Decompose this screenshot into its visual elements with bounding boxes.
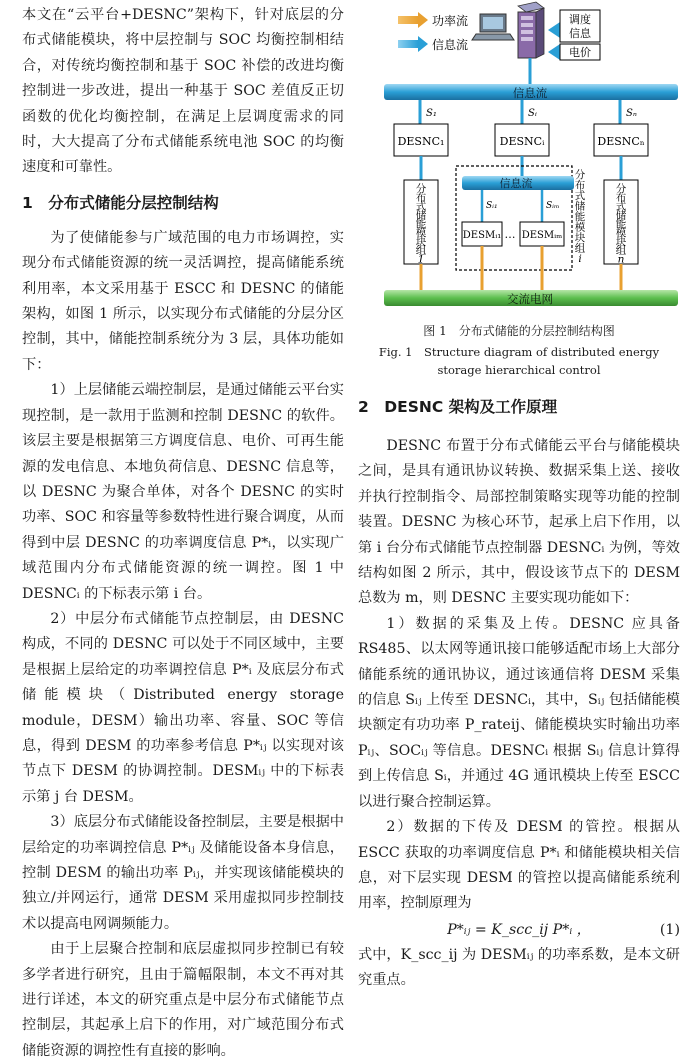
dispatch-arrow (548, 22, 560, 38)
group-label-char: 组 (574, 242, 586, 255)
group-label-char: 布 (574, 179, 586, 192)
group-label-char: 模 (574, 221, 586, 234)
group-label-char: 模 (415, 227, 427, 239)
group-label-char: 能 (415, 218, 427, 231)
group-label-char: 式 (415, 200, 427, 213)
section-1-heading: 1 分布式储能分层控制结构 (22, 193, 219, 212)
group-label-char: 能 (574, 211, 586, 223)
figure-1-diagram (358, 0, 680, 318)
right-column (358, 0, 680, 994)
desm-dots: … (504, 228, 516, 241)
section-2-paragraph-4: 式中，K_scc_ij 为 DESMᵢⱼ 的功率系数，是本文研究重点。 (358, 946, 680, 989)
legend-power-label: 功率流 (432, 14, 469, 28)
group-label-char: 块 (615, 235, 627, 248)
group-label-char: 布 (415, 191, 427, 204)
laptop-icon (472, 14, 514, 40)
section-2-paragraph-2: 1）数据的采集及上传。DESNC 应具备 RS485、以太网等通讯接口能够适配市场上大部分储能系统的通讯协议，通过该通信将 DESM 采集的信息 Sᵢⱼ 上传至 DESNCᵢ，其中，Sᵢⱼ 包括储能模块额定有功功率 P_rateij、储能模块实时输出功率 Pᵢⱼ、SOCᵢⱼ 等信息。DESNCᵢ 根据 Sᵢⱼ 信息计算得到上传信息 Sᵢ，并通过 4G 通讯模块上传至 ESCC 以进行聚合控制运算。 (358, 615, 680, 810)
module-group-i-label (575, 168, 586, 265)
group-label-char: 分 (574, 169, 586, 181)
si1-label: Sᵢ₁ (486, 201, 498, 211)
section-2-paragraph-3: 2）数据的下传及 DESM 的管控。根据从 ESCC 获取的功率调度信息 P*ᵢ 和储能模块相关信息，对下层实现 DESM 的管控以提高储能系统利用率，控制原理为 (358, 819, 680, 912)
sim-label: Sᵢₘ (546, 201, 560, 211)
group-label-char: 储 (615, 209, 627, 222)
section-2-heading: 2 DESNC 架构及工作原理 (358, 398, 558, 416)
desnc-i-label: DESNCᵢ (499, 135, 545, 148)
left-column (22, 0, 344, 1064)
ac-grid-label: 交流电网 (507, 292, 553, 306)
price-arrow (548, 44, 560, 60)
figure-caption-en-2: storage hierarchical control (437, 363, 601, 377)
si-label: Sᵢ (528, 108, 537, 119)
section-1-paragraph-4: 3）底层分布式储能设备控制层，主要是根据中层给定的功率调控信息 P*ᵢⱼ 及储能设备本身信息，控制 DESM 的输出功率 Pᵢⱼ，并实现该储能模块的独立/并网运行，通常 DESM 采用虚拟同步控制技术以提高电网调频能力。 (22, 814, 344, 932)
equation-1-number: (1) (659, 921, 680, 938)
sn-label: Sₙ (626, 108, 637, 119)
s1-label: S₁ (426, 108, 437, 119)
group-label-char: 模 (615, 227, 627, 239)
group-label-char: 能 (615, 218, 627, 231)
section-1-paragraph-1: 为了使储能参与广域范围的电力市场调控，实现分布式储能资源的统一灵活调控，提高储能系统利用率，本文采用基于 ESCC 和 DESNC 的储能架构，如图 1 所示，以实现分布式储能的分层分区控制，其中，储能控制系统分为 3 层，具体功能如下： (22, 229, 344, 373)
group-label-char: 1 (417, 253, 425, 266)
group-label-char: 布 (615, 191, 627, 204)
desm-i1-label: DESMᵢ₁ (462, 230, 502, 241)
desm-im-label: DESMᵢₘ (521, 230, 563, 241)
group-label-char: 组 (415, 244, 427, 257)
equation-1 (358, 917, 680, 943)
dispatch-info-label-1: 调度 (569, 13, 591, 26)
server-icon (518, 2, 544, 58)
legend-info-arrow (398, 36, 428, 52)
info-bus-label: 信息流 (512, 86, 548, 100)
intro-paragraph: 本文在“云平台+DESNC”架构下，针对底层的分布式储能模块，将中层控制与 SOC 均衡控制相结合，对传统均衡控制和基于 SOC 补偿的改进均衡控制进一步改进，提出一种基于 SOC 差值反正切函数的优化均衡控制，在满足上层调度需求的同时，大大提高了分布式储能系统电池 SOC 的均衡速度和可靠性。 (22, 7, 344, 176)
module-group-n-label (616, 182, 627, 265)
desnc-n-label: DESNCₙ (597, 135, 645, 148)
desnc-1-label: DESNC₁ (397, 135, 445, 148)
group-label-char: 储 (415, 209, 427, 222)
section-2-paragraph-1: DESNC 布置于分布式储能云平台与储能模块之间，是具有通讯协议转换、数据采集上送、接收并执行控制指令、局部控制策略实现等功能的控制装置。DESNC 为核心环节，起承上启下作用，以第 i 台分布式储能节点控制器 DESNCᵢ 为例，等效结构如图 2 所示，其中，假设该节点下的 DESM 总数为 m，则 DESNC 主要实现功能如下： (358, 438, 680, 607)
group-label-char: 组 (615, 244, 627, 257)
section-1-paragraph-2: 1）上层储能云端控制层，是通过储能云平台实现控制，是一款用于监测和控制 DESNC 的软件。该层主要是根据第三方调度信息、电价、可再生能源的发电信息、本地负荷信息、DESNC 信息等，以 DESNC 为聚合单体，对各个 DESNC 的实时功率、SOC 和容量等参数特性进行聚合调度，从而得到中层 DESNC 的功率调度信息 P*ᵢ，以实现广域范围内分布式储能资源的统一调控。图 1 中 DESNCᵢ 的下标表示第 i 台。 (22, 382, 344, 602)
group-label-char: n (617, 253, 625, 266)
legend-power-arrow (398, 12, 428, 28)
group-label-char: i (578, 253, 582, 265)
group-label-char: 储 (574, 200, 586, 213)
section-1-paragraph-3: 2）中层分布式储能节点控制层，由 DESNC 构成，不同的 DESNC 可以处于不同区域中，主要是根据上层给定的功率调控信息 P*ᵢ 及底层分布式储能模块（Distributed energy storage module，DESM）输出功率、容量、SOC 等信息，得到 DESM 的功率参考信息 P*ᵢⱼ 以实现对该节点下 DESM 的协调控制。DESMᵢⱼ 中的下标表示第 j 台 DESM。 (22, 610, 344, 805)
equation-1-body: P*ᵢⱼ = K_scc_ij P*ᵢ ， (447, 921, 591, 938)
legend-info-label: 信息流 (432, 38, 469, 52)
group-label-char: 块 (574, 232, 586, 244)
dispatch-info-label-2: 信息 (569, 27, 591, 40)
group-label-char: 块 (415, 235, 427, 248)
inner-info-bus-label: 信息流 (499, 177, 533, 190)
group-label-char: 式 (615, 200, 627, 213)
group-label-char: 式 (574, 190, 586, 202)
figure-caption-cn: 图 1 分布式储能的分层控制结构图 (423, 324, 615, 338)
price-label: 电价 (569, 46, 591, 59)
section-1-paragraph-5: 由于上层聚合控制和底层虚拟同步控制已有较多学者进行研究，且由于篇幅限制，本文不再对其进行详述，本文的研究重点是中层分布式储能节点控制层，其起承上启下的作用，对广域范围分布式储能资源的调控性有直接的影响。 (22, 941, 344, 1059)
group-label-char: 分 (615, 183, 627, 195)
module-group-1-label (416, 182, 427, 265)
figure-caption-en-1: Fig. 1 Structure diagram of distributed energy (378, 345, 660, 359)
group-label-char: 分 (415, 183, 427, 195)
